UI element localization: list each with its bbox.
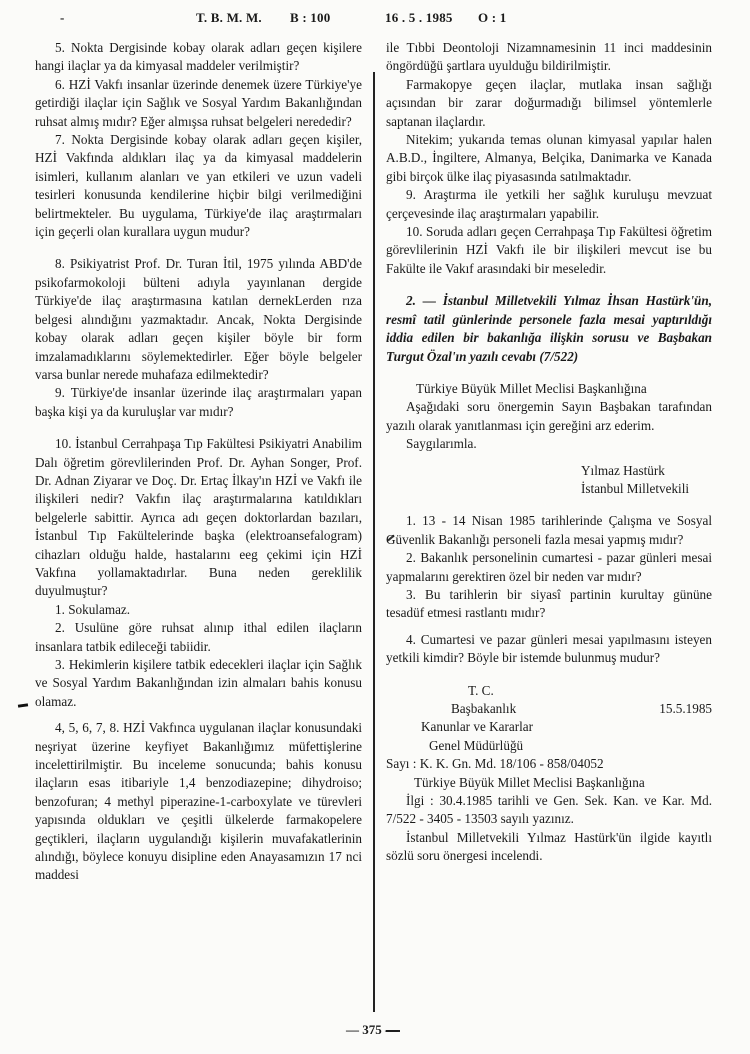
signatory-name: Yılmaz Hastürk xyxy=(581,462,665,478)
answer-paragraph: ile Tıbbi Deontoloji Nizamnamesinin 11 inci maddesinin öngördüğü şartlara uyulduğu bildirilmiştir. xyxy=(386,40,712,74)
question-paragraph: 10. İstanbul Cerrahpaşa Tıp Fakültesi Psikiyatri Anabilim Dalı öğretim görevlilerinden Prof. Dr. Ayhan Songer, Prof. Dr. Adnan Ziyarar ve Doç. Dr. Ertaç İlkay'ın HZİ ve Vakfı ile ilişkileri nedir? Vakfın ilaç araştırmalarına katıldıkları belgelerle sabittir. Ayrıca adı geçen doktorlardan bazıları, İstanbul Tıp Fakültelerinde başka (elektroansefalogram) cihazları olduğu halde, hastalarını eeg çekimi için HZİ Vakfına yollamaktadırlar. Buna neden gereklilik duyulmuştur? xyxy=(35,436,362,599)
answer-paragraph: Nitekim; yukarıda temas olunan kimyasal yapılar halen A.B.D., İngiltere, Almanya, Belçika, Danimarka ve Kanada gibi birçok ülke ilaç piyasasında satılmaktadır. xyxy=(386,132,712,184)
addressee: Türkiye Büyük Millet Meclisi Başkanlığına xyxy=(416,380,647,396)
request-paragraph: Aşağıdaki soru önergemin Sayın Başbakan tarafından yazılı olarak yanıtlanması için gereğini arz ederim. xyxy=(386,399,712,433)
column-divider xyxy=(373,72,375,1012)
reply-subject: İlgi : 30.4.1985 tarihli ve Gen. Sek. Kan. ve Kar. Md. 7/522 - 3405 - 13503 sayılı yazınız. xyxy=(386,793,712,827)
reply-body: İstanbul Milletvekili Yılmaz Hastürk'ün ilgide kayıtlı sözlü soru önergesi incelendi. xyxy=(386,829,712,864)
question-paragraph: 1. 13 - 14 Nisan 1985 tarihlerinde Çalışma ve Sosyal Güvenlik Bakanlığı personeli fazla mesai yapmış mıdır? xyxy=(386,513,712,547)
answer-paragraph: 1. Sokulamaz. xyxy=(55,601,131,617)
publication-name: T. B. M. M. xyxy=(196,10,262,25)
question-paragraph: 9. Türkiye'de insanlar üzerinde ilaç araştırmaları yapan başka kişi ya da kuruluşlar var mıdır? xyxy=(35,385,362,419)
answer-paragraph: 9. Araştırma ile yetkili her sağlık kuruluşu mevzuat çerçevesinde ilaç araştırmaları yapabilir. xyxy=(386,187,712,221)
answer-paragraph: Farmakopye geçen ilaçlar, mutlaka insan sağlığı açısından bir zarar doğurmadığı bilimsel yöntemlerle saptanan ilaçlardır. xyxy=(386,76,712,129)
question-paragraph: 6. HZİ Vakfı insanlar üzerinde denemek üzere Türkiye'ye getirdiği ilaçlar için Sağlık ve Sosyal Yardım Bakanlığından ruhsat almış mıdır? Eğer almışsa ruhsat belgeleri nerededir? xyxy=(35,76,362,129)
session-number: O : 1 xyxy=(478,10,507,25)
reply-reference: Sayı : K. K. Gn. Md. 18/106 - 858/04052 xyxy=(386,756,604,772)
left-column xyxy=(35,39,362,885)
reply-addressee: Türkiye Büyük Millet Meclisi Başkanlığına xyxy=(414,774,645,790)
signatory-title: İstanbul Milletvekili xyxy=(581,480,690,496)
right-column xyxy=(386,39,712,866)
header-dash: - xyxy=(60,10,65,25)
question-paragraph: 8. Psikiyatrist Prof. Dr. Turan İtil, 1975 yılında ABD'de psikofarmokoloji bülteni adıyla yayınlanan dergide Türkiye'de ilaç araştırmasına katılan dernekLerden rıza belgesi alındığını yazmaktadır. Ancak, Nokta Dergisinde kobay olarak adları geçen kişiler böyle bir form imzalamadıklarını söylemektedirler. Eğer böyle belgeler varsa bunlar nerede muhafaza edilmektedir? xyxy=(35,256,362,382)
publication-date: 16 . 5 . 1985 xyxy=(385,10,453,25)
reply-tc: T. C. xyxy=(468,682,494,698)
question-paragraph: 4. Cumartesi ve pazar günleri mesai yapılmasını isteyen yetkili kimdir? Böyle bir istemde bulunmuş mudur? xyxy=(386,631,712,666)
answer-paragraph: 10. Soruda adları geçen Cerrahpaşa Tıp Fakültesi öğretim görevlilerinin HZİ Vakfı ile bir ilişkileri mevcut ise bu Fakülte ile Vakıf arasındaki bir meseledir. xyxy=(386,224,712,276)
reply-dept-line2: Genel Müdürlüğü xyxy=(429,737,524,753)
reply-dept-line1: Kanunlar ve Kararlar xyxy=(421,719,534,735)
page-footer xyxy=(0,1022,750,1038)
margin-mark xyxy=(18,703,28,707)
question-paragraph: 2. Bakanlık personelinin cumartesi - pazar günleri mesai yapmalarını gerektiren özel bir neden var mıdır? xyxy=(386,550,712,584)
answer-paragraph: 4, 5, 6, 7, 8. HZİ Vakfınca uygulanan ilaçlar konusundaki neşriyat üzerine keyfiyet Bakanlığımız müfettişlerine incelettirilmiştir. Bu inceleme sonucunda; bahis konusu ilaçların esas itibariyle 1,4 benzodiazepine; dihydroiso; benzofuran; 4 methyl piperazine-1-carboxylate ve türevleri yapısında oldukları ve çeşitli ülkelerde farmakopelere geçtikleri, ilaçların uygulandığı kişilerin muvafakatlerinin alındığı, böylece konuyu disipline eden Anayasamızın 17 nci maddesi xyxy=(35,720,362,883)
reply-office: Başbakanlık xyxy=(451,701,517,716)
reply-office-row xyxy=(386,700,712,718)
closing: Saygılarımla. xyxy=(406,436,477,452)
answer-paragraph: 3. Hekimlerin kişilere tatbik edecekleri ilaçlar için Sağlık ve Sosyal Yardım Bakanlığından izin almaları bahis konusu olamaz. xyxy=(35,657,362,709)
page-number: — 375 — xyxy=(346,1022,398,1037)
page-header xyxy=(0,10,750,30)
question-paragraph: 7. Nokta Dergisinde kobay olarak adları geçen kişiler, HZİ Vakfında aldıkları ilaç ya da kimyasal maddelerin isimleri, kullanım alanları ve yan etkileri ve uzun vadeli tesirleri konusunda kendilerine hiçbir bilgi verilmediğini belirtmekteler. Bu uygulama, Türkiye'de ilaç araştırmaları için geçerli olan kurallara uygun mudur? xyxy=(35,132,362,240)
question-paragraph: 5. Nokta Dergisinde kobay olarak adları geçen kişilere hangi ilaçlar ya da kimyasal maddeler verilmiştir? xyxy=(35,40,362,74)
volume-number: B : 100 xyxy=(290,10,331,25)
answer-paragraph: 2. Usulüne göre ruhsat alınıp ithal edilen ilaçların insanlara tatbik edileceği tabiidir. xyxy=(35,620,362,654)
section-title: 2. — İstanbul Milletvekili Yılmaz İhsan Hastürk'ün, resmî tatil günlerinde personele fazla mesai yaptırıldığı iddia edilen bir bakanlığa ilişkin sorusu ve Başbakan Turgut Özal'ın yazılı cevabı (7/522) xyxy=(386,293,712,364)
reply-date: 15.5.1985 xyxy=(659,701,712,716)
question-paragraph: 3. Bu tarihlerin bir siyasî partinin kurultay gününe tesadüf etmesi rastlantı mıdır? xyxy=(386,586,712,621)
